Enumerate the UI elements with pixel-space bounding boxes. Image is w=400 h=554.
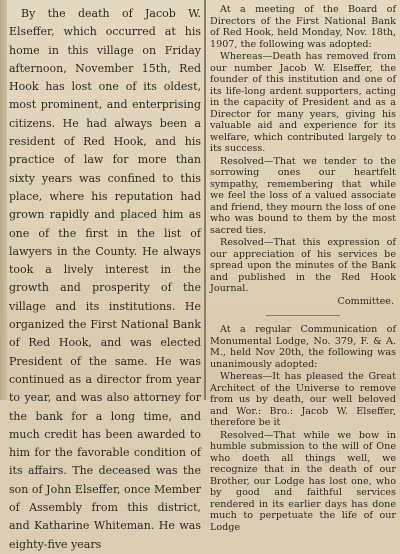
bank-committee-signature: Committee. [337,295,394,307]
section-rule [266,315,340,316]
page-edge [0,0,7,400]
lodge-whereas: Whereas—It has pleased the Great Architect of the Universe to remove from us by death, our well beloved and Wor.: Bro.: Jacob W. Elseffer, therefore be it [210,371,396,428]
resolutions-column [210,4,396,533]
column-divider [204,0,206,400]
bank-whereas: Whereas—Death has removed from our number Jacob W. Elseffer, the founder of this institution and one of its life-long ardent supporters, acting in the capacity of President and as a Director for many years, giving his valuable aid and experience for its welfare, which contributed largely to its success. [210,51,396,154]
lodge-resolution [210,324,396,533]
bank-resolved-sympathy: Resolved—That we tender to the sorrowing ones our heartfelt sympathy, remembering that while we feel the loss of a valued associate and friend, they mourn the loss of one who was bound to them by the most sacred ties. [210,155,396,236]
obituary-paragraph: By the death of Jacob W. Elseffer, which occurred at his home in this village on Friday afternoon, November 15th, Red Hook has lost one of its oldest, most prominent, and enterprising citizens. He had always been a resident of Red Hook, and his practice of law for more than sixty years was confined to this place, where his reputation had grown rapidly and placed him as one of the first in the list of lawyers in the County. He always took a lively interest in the growth and prosperity of the village and its institutions. He organized the First National Bank of Red Hook, and was elected President of the same. He was continued as a director from year to year, and was also attorney for the bank for a long time, and much credit has been awarded to him for the favorable condition of its affairs. The deceased was the son of John Elseffer, once Member of Assembly from this district, and Katharine Whiteman. He was eighty-five years [9,7,201,551]
obituary-column [9,5,201,554]
bank-resolved-publish: Resolved—That this expression of our appreciation of his services be spread upon the minutes of the Bank and published in the Red Hook Journal. [210,237,396,294]
bank-resolution [210,4,396,307]
bank-resolution-intro: At a meeting of the Board of Directors of the First National Bank of Red Hook, held Monday, Nov. 18th, 1907, the following was adopted: [210,4,396,50]
lodge-resolution-intro: At a regular Communication of Monumental Lodge, No. 379, F. & A. M., held Nov 20th, the following was unanimously adopted: [210,324,396,370]
lodge-resolved: Resolved—That while we bow in humble submission to the will of One who doeth all things well, we recognize that in the death of our Brother, our Lodge has lost one, who by good and faithful services rendered in its earlier days has done much to perpetuate the life of our Lodge [210,429,396,533]
